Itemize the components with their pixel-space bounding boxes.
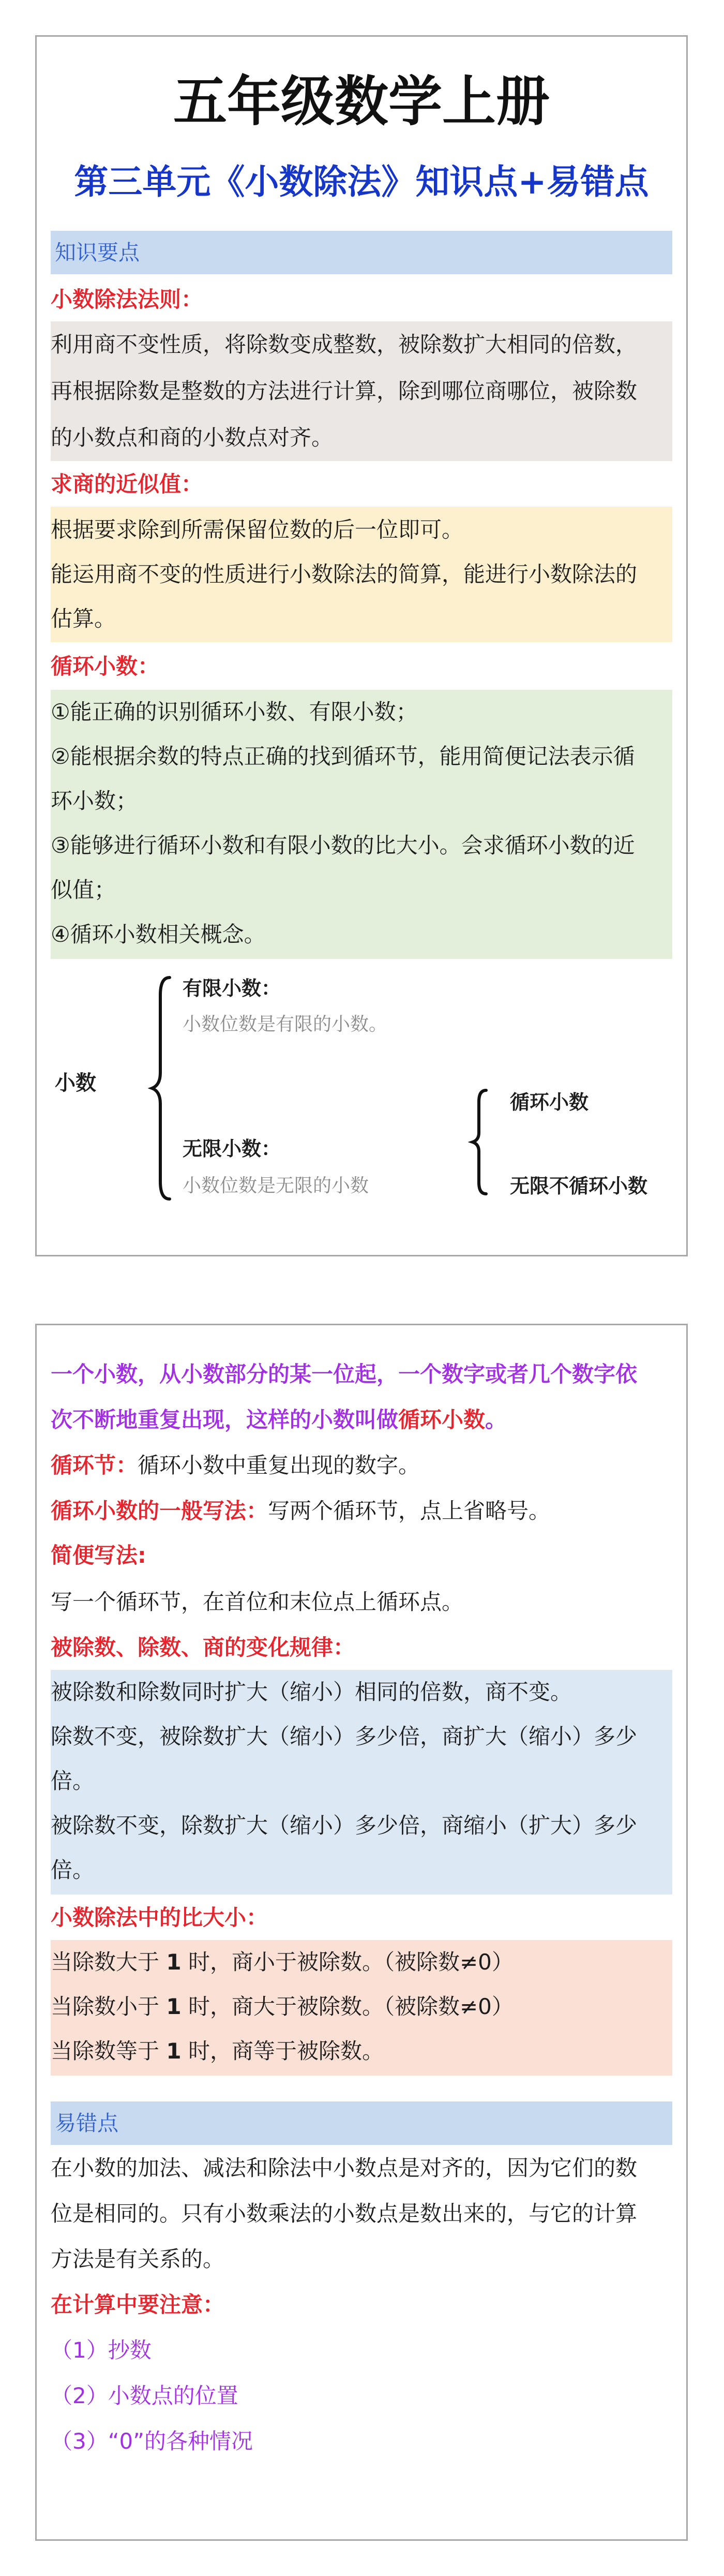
section-header-mistakes: 易错点: [51, 2101, 672, 2145]
cycle-line: 似值；: [51, 877, 116, 902]
right-brace-icon: [470, 1088, 490, 1197]
approx-line: 估算。: [51, 606, 116, 631]
compare-text: 时，商小于被除数。（被除数≠0）: [181, 1949, 514, 1975]
approx-heading: 求商的近似值：: [51, 471, 203, 497]
compare-number: 1: [166, 1994, 182, 2019]
compare-number: 1: [166, 1949, 182, 1975]
rule-heading: 小数除法法则：: [51, 287, 203, 312]
change-rule-line: 倍。: [51, 1857, 95, 1883]
cycle-line: 环小数；: [51, 788, 138, 813]
change-rule-block: [51, 1670, 672, 1894]
attention-item: （3）“0”的各种情况: [51, 2429, 253, 2454]
definition-end: 。: [485, 1407, 507, 1432]
definition-term: 循环小数: [398, 1407, 486, 1432]
approx-line: 能运用商不变的性质进行小数除法的简算，能进行小数除法的: [51, 561, 638, 587]
attention-heading: 在计算中要注意：: [51, 2292, 225, 2317]
period-label: 循环节：: [51, 1453, 138, 1478]
finite-label: 有限小数：: [183, 977, 281, 1000]
rule-line: 利用商不变性质，将除数变成整数，被除数扩大相同的倍数，: [51, 332, 638, 357]
repeating-label: 循环小数: [510, 1091, 589, 1114]
simple-text: 写一个循环节，在首位和末位点上循环点。: [51, 1589, 464, 1615]
cycle-line: ①能正确的识别循环小数、有限小数；: [51, 699, 418, 724]
page-title: 五年级数学上册: [173, 69, 550, 133]
approx-line: 根据要求除到所需保留位数的后一位即可。: [51, 517, 464, 542]
rule-block: [51, 321, 672, 461]
rule-line: 再根据除数是整数的方法进行计算，除到哪位商哪位，被除数: [51, 378, 638, 404]
section-header-key-points: 知识要点: [51, 231, 672, 274]
compare-block: [51, 1940, 672, 2076]
mistake-line: 在小数的加法、减法和除法中小数点是对齐的，因为它们的数: [51, 2155, 638, 2181]
change-rule-line: 除数不变，被除数扩大（缩小）多少倍，商扩大（缩小）多少: [51, 1724, 638, 1749]
compare-text: 当除数大于: [51, 1949, 167, 1975]
compare-text: 当除数等于: [51, 2038, 167, 2064]
change-rule-line: 被除数不变，除数扩大（缩小）多少倍，商缩小（扩大）多少: [51, 1813, 638, 1838]
general-label: 循环小数的一般写法：: [51, 1498, 268, 1523]
concept-card: [35, 1324, 688, 2541]
compare-text: 当除数小于: [51, 1994, 167, 2019]
simple-heading: 简便写法:: [51, 1543, 146, 1568]
attention-item: （1）抄数: [51, 2337, 152, 2363]
general-text: 写两个循环节，点上省略号。: [268, 1498, 551, 1523]
compare-line: [51, 1985, 672, 2029]
cycle-heading: 循环小数：: [51, 654, 160, 679]
compare-text: 时，商等于被除数。: [181, 2038, 384, 2064]
compare-line: [51, 2029, 672, 2074]
knowledge-card: [35, 35, 688, 1256]
approx-block: [51, 507, 672, 642]
period-text: 循环小数中重复出现的数字。: [138, 1453, 420, 1478]
rule-line: 的小数点和商的小数点对齐。: [51, 425, 334, 450]
diagram-root: 小数: [55, 1071, 96, 1095]
change-rule-line: 倍。: [51, 1768, 95, 1794]
cycle-block: [51, 690, 672, 959]
compare-line: [51, 1940, 672, 1985]
definition-text: 次不断地重复出现，这样的小数叫做: [51, 1407, 399, 1432]
compare-number: 1: [166, 2038, 182, 2064]
compare-text: 时，商大于被除数。（被除数≠0）: [181, 1994, 514, 2019]
finite-desc: 小数位数是有限的小数。: [183, 1014, 388, 1035]
attention-item: （2）小数点的位置: [51, 2383, 238, 2408]
mistake-line: 位是相同的。只有小数乘法的小数点是数出来的，与它的计算: [51, 2201, 638, 2226]
change-rule-heading: 被除数、除数、商的变化规律：: [51, 1635, 355, 1660]
mistake-line: 方法是有关系的。: [51, 2246, 225, 2272]
cycle-line: ④循环小数相关概念。: [51, 922, 266, 947]
nonrepeating-label: 无限不循环小数: [510, 1175, 648, 1197]
compare-heading: 小数除法中的比大小：: [51, 1905, 268, 1930]
cycle-line: ②能根据余数的特点正确的找到循环节，能用简便记法表示循: [51, 744, 635, 769]
page-subtitle: 第三单元《小数除法》知识点+易错点: [74, 161, 649, 202]
definition-line: [51, 1397, 672, 1443]
period-line: [51, 1442, 672, 1489]
cycle-line: ③能够进行循环小数和有限小数的比大小。会求循环小数的近: [51, 833, 635, 858]
general-notation-line: [51, 1488, 672, 1534]
infinite-desc: 小数位数是无限的小数: [183, 1175, 369, 1196]
definition-line: 一个小数，从小数部分的某一位起，一个数字或者几个数字依: [51, 1361, 638, 1387]
infinite-label: 无限小数：: [183, 1137, 281, 1160]
left-brace-icon: [149, 974, 175, 1202]
change-rule-line: 被除数和除数同时扩大（缩小）相同的倍数，商不变。: [51, 1679, 572, 1705]
